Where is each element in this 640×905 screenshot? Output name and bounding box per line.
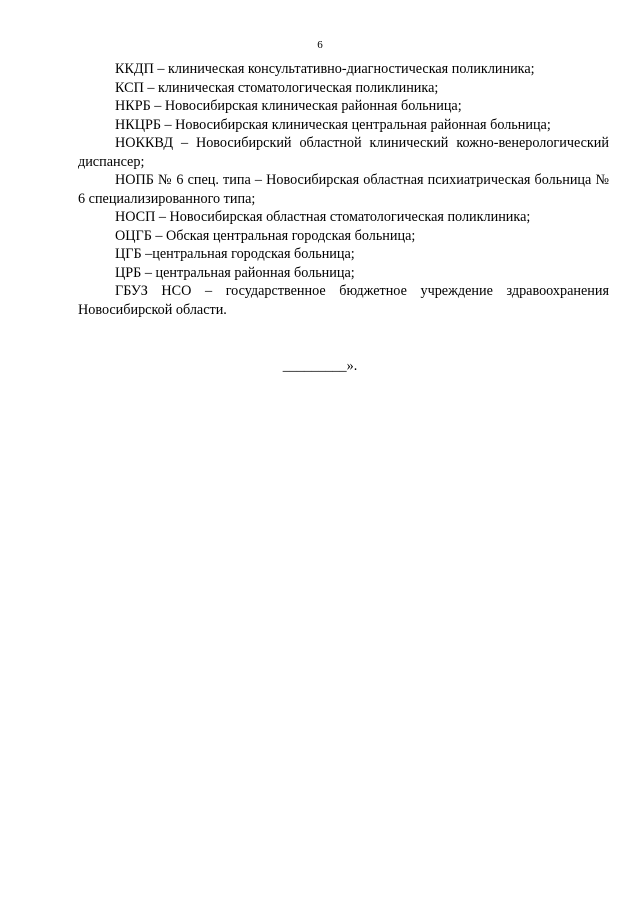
closing-line: _________».	[282, 358, 358, 374]
abbreviation-entry-nkcrb: НКЦРБ – Новосибирская клиническая центральная районная больница;	[115, 116, 551, 133]
abbreviation-entry-ksp: КСП – клиническая стоматологическая поликлиника;	[115, 79, 439, 96]
abbreviation-entry-cgb: ЦГБ –центральная городская больница;	[115, 246, 355, 262]
page-number: 6	[317, 39, 323, 51]
abbreviations-list	[78, 60, 609, 319]
abbreviation-entry-nkrb: НКРБ – Новосибирская клиническая районная больница;	[115, 98, 462, 114]
abbreviation-entry-ocgb: ОЦГБ – Обская центральная городская больница;	[115, 227, 416, 244]
abbreviation-entry-nopb: НОПБ № 6 спец. типа – Новосибирская областная психиатрическая больница № 6 специализированного типа;	[78, 172, 609, 207]
abbreviation-entry-nokkvd: НОККВД – Новосибирский областной клинический кожно-венерологический диспансер;	[78, 135, 609, 170]
abbreviation-entry-nosp: НОСП – Новосибирская областная стоматологическая поликлиника;	[115, 209, 531, 225]
abbreviation-entry-kkdp: ККДП – клиническая консультативно-диагностическая поликлиника;	[115, 61, 535, 77]
abbreviation-entry-gbuz-nso: ГБУЗ НСО – государственное бюджетное учреждение здравоохранения Новосибирской области.	[78, 283, 609, 318]
abbreviation-entry-crb: ЦРБ – центральная районная больница;	[115, 264, 355, 281]
